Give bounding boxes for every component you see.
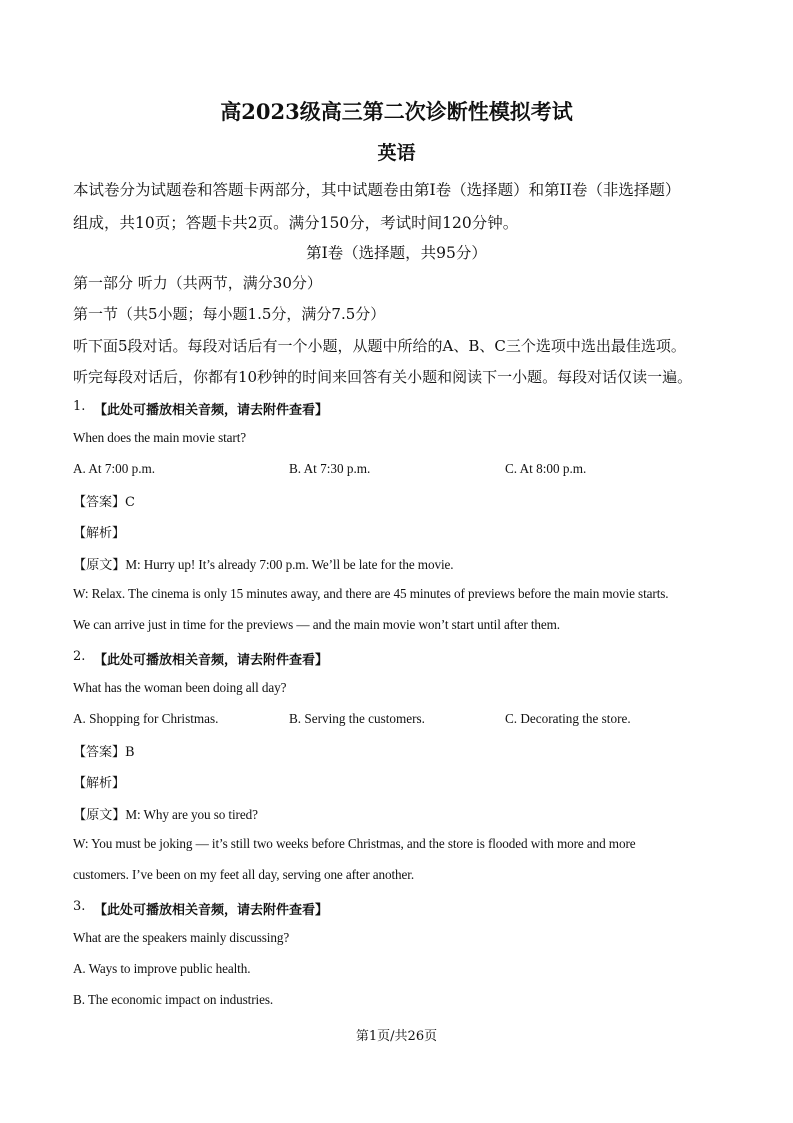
option-a: A. At 7:00 p.m.: [73, 461, 156, 476]
option-b: B. Serving the customers.: [289, 711, 425, 726]
part-heading: 第一部分 听力（共两节，满分30分）: [73, 274, 322, 292]
page-footer: 第1页/共26页: [355, 1029, 438, 1044]
instruction-line-1: 听下面5段对话。每段对话后有一个小题，从题中所给的A、B、C三个选项中选出最佳选项。: [73, 337, 686, 355]
section-heading: 第一节（共5小题；每小题1.5分，满分7.5分）: [73, 305, 386, 323]
option-a: A. Ways to improve public health.: [73, 961, 251, 976]
audio-note: 【此处可播放相关音频，请去附件查看】: [94, 903, 329, 918]
question-number: 3.: [73, 899, 86, 914]
audio-note: 【此处可播放相关音频，请去附件查看】: [94, 403, 329, 418]
transcript-line-3: customers. I’ve been on my feet all day, serving one after another.: [73, 867, 415, 882]
volume-title: 第I卷（选择题，共95分）: [306, 244, 487, 262]
transcript-line-2: W: Relax. The cinema is only 15 minutes away, and there are 45 minutes of previews before the main movie starts.: [73, 586, 669, 601]
transcript-line-1: 【原文】M: Hurry up! It’s already 7:00 p.m. We’ll be late for the movie.: [73, 557, 454, 572]
question-stem: What has the woman been doing all day?: [73, 680, 287, 695]
answer-label: 【答案】C: [73, 495, 135, 510]
option-a: A. Shopping for Christmas.: [73, 711, 219, 726]
option-b: B. The economic impact on industries.: [73, 992, 274, 1007]
option-b: B. At 7:30 p.m.: [289, 461, 371, 476]
exam-title: 高2023级高三第二次诊断性模拟考试: [220, 99, 573, 124]
transcript-line-1: 【原文】M: Why are you so tired?: [73, 807, 258, 822]
transcript-line-2: W: You must be joking — it’s still two weeks before Christmas, and the store is flooded with more and more: [73, 836, 636, 851]
question-number: 2.: [73, 649, 86, 664]
intro-line-2: 组成，共10页；答题卡共2页。满分150分，考试时间120分钟。: [73, 214, 519, 232]
option-c: C. At 8:00 p.m.: [505, 461, 587, 476]
question-stem: What are the speakers mainly discussing?: [73, 930, 290, 945]
subject-title: 英语: [377, 142, 416, 164]
analysis-label: 【解析】: [73, 526, 126, 541]
question-number: 1.: [73, 399, 86, 414]
option-c: C. Decorating the store.: [505, 711, 631, 726]
instruction-line-2: 听完每段对话后，你都有10秒钟的时间来回答有关小题和阅读下一小题。每段对话仅读一遍。: [73, 368, 693, 386]
answer-label: 【答案】B: [73, 745, 135, 760]
analysis-label: 【解析】: [73, 776, 126, 791]
question-stem: When does the main movie start?: [73, 430, 247, 445]
audio-note: 【此处可播放相关音频，请去附件查看】: [94, 653, 329, 668]
transcript-line-3: We can arrive just in time for the previews — and the main movie won’t start until after them.: [73, 617, 560, 632]
intro-line-1: 本试卷分为试题卷和答题卡两部分，其中试题卷由第I卷（选择题）和第II卷（非选择题）: [73, 181, 681, 199]
